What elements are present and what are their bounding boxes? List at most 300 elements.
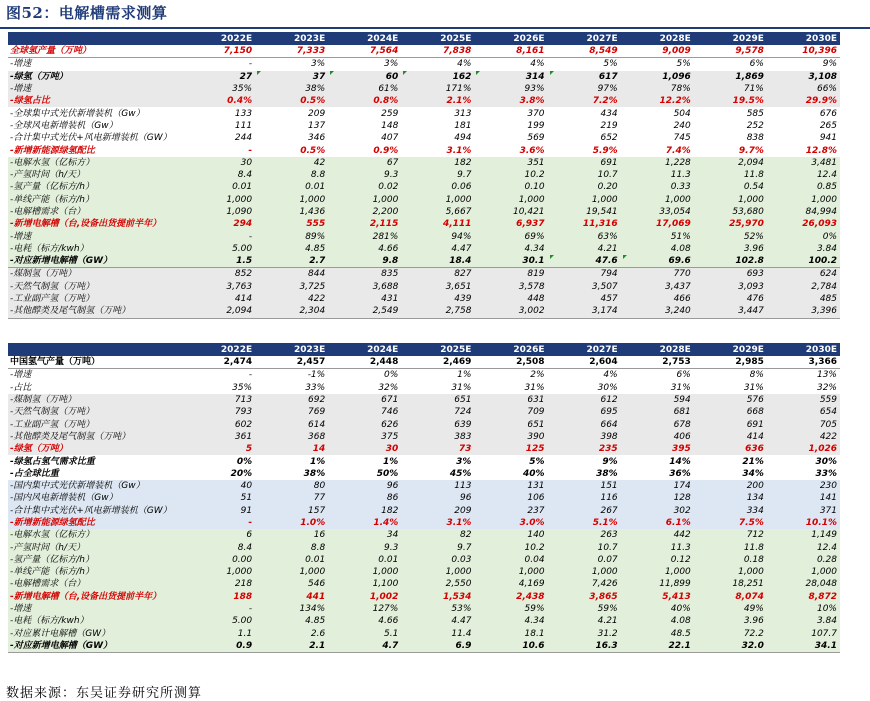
cell-value: 0.18 xyxy=(743,554,764,565)
cell-value: 218 xyxy=(234,579,253,590)
row-label: -煤制氢（万吨） xyxy=(8,268,182,281)
cell-value: 3% xyxy=(384,59,399,70)
value-cell xyxy=(182,268,255,281)
cell-value: 6.1% xyxy=(665,518,691,528)
value-cell xyxy=(474,615,547,627)
cell-value: 40 xyxy=(240,481,253,492)
cell-value: 1,228 xyxy=(665,157,691,168)
value-cell xyxy=(474,71,547,83)
value-cell xyxy=(767,455,840,467)
header-corner xyxy=(8,343,182,356)
value-cell xyxy=(401,194,474,206)
value-cell xyxy=(401,71,474,83)
value-cell xyxy=(401,394,474,406)
value-cell xyxy=(328,71,401,83)
cell-value: 30 xyxy=(385,444,399,455)
value-cell xyxy=(255,517,328,529)
value-cell xyxy=(474,95,547,107)
cell-value: 1,000 xyxy=(299,567,326,578)
value-cell xyxy=(694,628,767,640)
cell-value: 17,069 xyxy=(656,219,691,230)
cell-value: 466 xyxy=(673,294,691,305)
cell-value: 7.5% xyxy=(738,518,764,528)
value-cell xyxy=(694,640,767,653)
value-cell xyxy=(548,132,621,144)
cell-value: 3.8% xyxy=(519,96,545,107)
value-cell xyxy=(182,157,255,169)
value-cell xyxy=(621,194,694,206)
value-cell xyxy=(255,181,328,193)
value-cell xyxy=(621,281,694,293)
value-cell xyxy=(474,255,547,268)
value-cell xyxy=(182,369,255,382)
value-cell xyxy=(474,181,547,193)
row-label: -绿氢占比 xyxy=(8,95,182,107)
cell-value: 3,366 xyxy=(808,357,837,368)
value-cell xyxy=(182,194,255,206)
value-cell xyxy=(694,517,767,529)
cell-value: 2,758 xyxy=(445,306,472,317)
value-cell xyxy=(255,382,328,394)
value-cell xyxy=(182,58,255,71)
cell-value: 140 xyxy=(527,530,545,541)
cell-value: 676 xyxy=(819,108,837,119)
value-cell xyxy=(328,83,401,95)
value-cell xyxy=(621,356,694,369)
cell-value: 2,448 xyxy=(369,357,399,368)
cell-value: 2.1 xyxy=(309,640,326,651)
value-cell xyxy=(621,206,694,218)
value-cell xyxy=(694,603,767,615)
cell-value: 2,094 xyxy=(226,306,253,317)
row-label: -全球集中式光伏新增装机（Gw） xyxy=(8,107,182,119)
cell-value: 681 xyxy=(673,407,691,418)
value-cell xyxy=(474,382,547,394)
cell-value: 219 xyxy=(600,120,618,131)
cell-value: 188 xyxy=(233,591,253,602)
row-label: -单线产能（标方/h） xyxy=(8,566,182,578)
value-cell xyxy=(621,418,694,430)
row-label: -绿氢占氢气需求比重 xyxy=(8,455,182,467)
cell-value: 5,413 xyxy=(662,591,691,602)
value-cell xyxy=(182,382,255,394)
value-cell xyxy=(474,628,547,640)
title-divider xyxy=(0,27,870,29)
cell-value: 265 xyxy=(819,120,837,131)
row-label: -占比 xyxy=(8,382,182,394)
cell-value: 1,000 xyxy=(811,194,837,205)
cell-value: 51% xyxy=(670,231,691,242)
cell-value: 37 xyxy=(312,71,326,82)
value-cell xyxy=(182,218,255,230)
cell-value: 240 xyxy=(673,120,691,131)
cell-value: 4.21 xyxy=(597,616,618,627)
cell-value: 2,094 xyxy=(738,157,764,168)
value-cell xyxy=(328,268,401,281)
year-header-cell: 2024E xyxy=(328,32,401,45)
value-cell xyxy=(182,529,255,541)
cell-value: 38% xyxy=(305,84,326,95)
cell-value: 5% xyxy=(676,59,691,70)
cell-value: 8,074 xyxy=(735,591,764,602)
cell-value: 32.0 xyxy=(741,640,764,651)
value-cell xyxy=(621,120,694,132)
cell-value: 793 xyxy=(234,407,253,418)
cell-value: - xyxy=(248,518,253,528)
cell-value: 1,000 xyxy=(518,194,545,205)
value-cell xyxy=(182,505,255,517)
cell-value: 671 xyxy=(381,395,399,406)
value-cell xyxy=(401,566,474,578)
cell-value: 4.7 xyxy=(382,640,399,651)
cell-value: 2,438 xyxy=(516,591,545,602)
cell-value: 89% xyxy=(305,231,326,242)
cell-value: 59% xyxy=(524,604,545,615)
value-cell xyxy=(694,230,767,242)
table-row xyxy=(8,83,840,95)
value-cell xyxy=(255,95,328,107)
row-label: -产氢时间（h/天） xyxy=(8,541,182,553)
cell-value: 2,549 xyxy=(372,306,399,317)
cell-value: 361 xyxy=(234,431,253,442)
cell-value: 71% xyxy=(743,84,764,95)
cell-value: 91 xyxy=(240,505,253,516)
row-label: -国内集中式光伏新增装机（Gw） xyxy=(8,480,182,492)
cell-value: 746 xyxy=(381,407,399,418)
cell-value: 7.2% xyxy=(592,96,618,107)
row-label: -氢产量（亿标方/h） xyxy=(8,554,182,566)
cell-value: 3.6% xyxy=(519,145,545,156)
cell-value: 1.4% xyxy=(373,518,399,528)
value-cell xyxy=(548,406,621,418)
cell-value: 422 xyxy=(308,294,326,305)
value-cell xyxy=(548,468,621,480)
year-header-row xyxy=(8,32,840,45)
value-cell xyxy=(401,95,474,107)
cell-value: 12.8% xyxy=(805,145,837,156)
cell-value: 0.9 xyxy=(236,640,253,651)
row-label: 全球氢产量（万吨） xyxy=(8,45,182,58)
table-row xyxy=(8,628,840,640)
value-cell xyxy=(548,541,621,553)
value-cell xyxy=(548,181,621,193)
cell-value: 100.2 xyxy=(808,256,837,267)
cell-value: 77 xyxy=(313,493,326,504)
row-label: -工业副产氢（万吨） xyxy=(8,293,182,305)
cell-value: 705 xyxy=(819,419,837,430)
cell-value: 32% xyxy=(816,382,837,393)
value-cell xyxy=(621,505,694,517)
value-cell xyxy=(548,480,621,492)
cell-value: 8.8 xyxy=(310,170,326,181)
value-cell xyxy=(328,181,401,193)
value-cell xyxy=(255,591,328,603)
cell-value: 422 xyxy=(819,431,837,442)
cell-value: 20% xyxy=(230,468,253,479)
cell-value: 12.2% xyxy=(659,96,691,107)
cell-value: 351 xyxy=(527,157,545,168)
cell-value: 485 xyxy=(819,294,837,305)
value-cell xyxy=(255,394,328,406)
value-cell xyxy=(474,394,547,406)
comment-flag-icon xyxy=(476,71,480,75)
value-cell xyxy=(621,305,694,318)
cell-value: 34% xyxy=(742,468,764,479)
cell-value: 69.6 xyxy=(668,256,691,267)
value-cell xyxy=(694,305,767,318)
value-cell xyxy=(474,268,547,281)
value-cell xyxy=(548,492,621,504)
value-cell xyxy=(694,418,767,430)
cell-value: 1% xyxy=(457,370,472,381)
value-cell xyxy=(255,169,328,181)
value-cell xyxy=(401,591,474,603)
cell-value: 5% xyxy=(603,59,618,70)
cell-value: 457 xyxy=(600,294,618,305)
value-cell xyxy=(694,455,767,467)
value-cell xyxy=(401,58,474,71)
cell-value: 5,667 xyxy=(445,207,472,217)
table-row xyxy=(8,406,840,418)
cell-value: 4.34 xyxy=(524,616,545,627)
china-hydrogen-table xyxy=(8,343,840,653)
value-cell xyxy=(621,480,694,492)
cell-value: 127% xyxy=(372,604,399,615)
cell-value: 4.21 xyxy=(597,243,618,254)
cell-value: 0.01 xyxy=(378,554,399,565)
value-cell xyxy=(767,107,840,119)
value-cell xyxy=(767,120,840,132)
row-label: -增速 xyxy=(8,603,182,615)
cell-value: 0% xyxy=(384,370,399,381)
value-cell xyxy=(328,95,401,107)
value-cell xyxy=(548,356,621,369)
cell-value: 585 xyxy=(746,108,764,119)
value-cell xyxy=(621,554,694,566)
value-cell xyxy=(621,157,694,169)
value-cell xyxy=(182,455,255,467)
cell-value: 1.0% xyxy=(300,518,326,528)
table-row xyxy=(8,71,840,83)
value-cell xyxy=(767,394,840,406)
table-row xyxy=(8,615,840,627)
cell-value: 200 xyxy=(746,481,764,492)
cell-value: 3,578 xyxy=(518,281,545,292)
value-cell xyxy=(548,243,621,255)
value-cell xyxy=(182,71,255,83)
cell-value: 10% xyxy=(816,604,837,615)
table-row xyxy=(8,243,840,255)
cell-value: 1,000 xyxy=(738,194,764,205)
cell-value: 695 xyxy=(600,407,618,418)
row-label: -工业副产氢（万吨） xyxy=(8,418,182,430)
cell-value: 31% xyxy=(524,382,545,393)
cell-value: 1,000 xyxy=(665,194,691,205)
value-cell xyxy=(474,144,547,156)
cell-value: 504 xyxy=(673,108,691,119)
cell-value: 3,447 xyxy=(738,306,764,317)
table-row xyxy=(8,255,840,268)
value-cell xyxy=(255,243,328,255)
value-cell xyxy=(548,369,621,382)
value-cell xyxy=(767,230,840,242)
value-cell xyxy=(328,603,401,615)
value-cell xyxy=(328,505,401,517)
cell-value: 263 xyxy=(600,530,618,541)
cell-value: 59% xyxy=(597,604,618,615)
value-cell xyxy=(401,517,474,529)
value-cell xyxy=(474,243,547,255)
row-label: -合计集中式光伏+风电新增装机（GW） xyxy=(8,132,182,144)
table-row xyxy=(8,382,840,394)
value-cell xyxy=(548,640,621,653)
value-cell xyxy=(182,591,255,603)
value-cell xyxy=(621,603,694,615)
table-row xyxy=(8,194,840,206)
value-cell xyxy=(255,578,328,590)
cell-value: 4% xyxy=(457,59,472,70)
value-cell xyxy=(694,95,767,107)
value-cell xyxy=(255,132,328,144)
value-cell xyxy=(767,443,840,455)
year-header-cell: 2025E xyxy=(401,343,474,356)
value-cell xyxy=(328,144,401,156)
cell-value: 3.96 xyxy=(743,243,764,254)
value-cell xyxy=(401,120,474,132)
row-label: -电解槽需求（台） xyxy=(8,206,182,218)
value-cell xyxy=(255,369,328,382)
table-row xyxy=(8,144,840,156)
cell-value: 0.00 xyxy=(232,554,253,565)
value-cell xyxy=(474,492,547,504)
cell-value: 116 xyxy=(600,493,618,504)
cell-value: 52% xyxy=(743,231,764,242)
row-label: -天然气制氢（万吨） xyxy=(8,406,182,418)
cell-value: 1,000 xyxy=(445,194,472,205)
year-header-cell: 2026E xyxy=(474,343,547,356)
row-label: -其他醇类及尾气制氢（万吨） xyxy=(8,431,182,443)
cell-value: 2,474 xyxy=(223,357,253,368)
value-cell xyxy=(621,615,694,627)
cell-value: 3,688 xyxy=(372,281,399,292)
cell-value: 1,026 xyxy=(808,444,837,455)
value-cell xyxy=(328,382,401,394)
cell-value: 5% xyxy=(529,456,545,467)
value-cell xyxy=(255,554,328,566)
cell-value: 3,725 xyxy=(299,281,326,292)
value-cell xyxy=(401,206,474,218)
value-cell xyxy=(548,529,621,541)
value-cell xyxy=(474,541,547,553)
cell-value: 3,481 xyxy=(811,157,837,168)
value-cell xyxy=(694,529,767,541)
cell-value: 476 xyxy=(746,294,764,305)
value-cell xyxy=(767,431,840,443)
cell-value: 10.7 xyxy=(597,170,618,181)
value-cell xyxy=(401,455,474,467)
value-cell xyxy=(474,406,547,418)
value-cell xyxy=(182,431,255,443)
cell-value: 252 xyxy=(746,120,764,131)
value-cell xyxy=(694,541,767,553)
value-cell xyxy=(548,230,621,242)
value-cell xyxy=(474,107,547,119)
value-cell xyxy=(182,230,255,242)
value-cell xyxy=(767,640,840,653)
cell-value: 33% xyxy=(815,468,837,479)
value-cell xyxy=(401,468,474,480)
value-cell xyxy=(255,144,328,156)
cell-value: 31.2 xyxy=(597,628,618,639)
cell-value: 237 xyxy=(527,505,545,516)
table-row xyxy=(8,293,840,305)
cell-value: 45% xyxy=(449,468,472,479)
value-cell xyxy=(694,406,767,418)
value-cell xyxy=(474,468,547,480)
value-cell xyxy=(328,218,401,230)
value-cell xyxy=(401,369,474,382)
cell-value: 3.1% xyxy=(446,145,472,156)
cell-value: 33% xyxy=(305,382,326,393)
cell-value: 678 xyxy=(673,419,691,430)
cell-value: 7,150 xyxy=(223,46,253,57)
value-cell xyxy=(767,58,840,71)
cell-value: 5.00 xyxy=(232,243,253,254)
cell-value: 51 xyxy=(240,493,253,504)
cell-value: 11.4 xyxy=(451,628,472,639)
cell-value: 3,763 xyxy=(226,281,253,292)
value-cell xyxy=(548,394,621,406)
cell-value: 7,426 xyxy=(591,579,618,590)
value-cell xyxy=(328,615,401,627)
cell-value: 1,000 xyxy=(518,567,545,578)
value-cell xyxy=(694,218,767,230)
global-hydrogen-table xyxy=(8,32,840,319)
value-cell xyxy=(694,83,767,95)
value-cell xyxy=(548,169,621,181)
value-cell xyxy=(767,615,840,627)
cell-value: 8% xyxy=(749,370,764,381)
cell-value: 626 xyxy=(381,419,399,430)
cell-value: 1,869 xyxy=(735,71,764,82)
cell-value: 724 xyxy=(454,407,472,418)
value-cell xyxy=(767,181,840,193)
value-cell xyxy=(694,394,767,406)
cell-value: 111 xyxy=(234,120,253,131)
cell-value: 6,937 xyxy=(516,219,545,230)
cell-value: 69% xyxy=(524,231,545,242)
cell-value: 442 xyxy=(673,530,691,541)
value-cell xyxy=(767,468,840,480)
value-cell xyxy=(401,243,474,255)
value-cell xyxy=(621,71,694,83)
cell-value: 125 xyxy=(525,444,545,455)
cell-value: 441 xyxy=(306,591,326,602)
row-label: -新增电解槽（台,设备出货提前半年） xyxy=(8,591,182,603)
value-cell xyxy=(548,71,621,83)
value-cell xyxy=(182,615,255,627)
value-cell xyxy=(401,45,474,58)
cell-value: 1,090 xyxy=(226,207,253,217)
cell-value: 18.1 xyxy=(524,628,545,639)
cell-value: 4.66 xyxy=(378,616,399,627)
cell-value: 1,000 xyxy=(591,194,618,205)
value-cell xyxy=(621,243,694,255)
cell-value: 2% xyxy=(530,370,545,381)
value-cell xyxy=(767,566,840,578)
cell-value: 174 xyxy=(673,481,691,492)
cell-value: 0.12 xyxy=(670,554,691,565)
